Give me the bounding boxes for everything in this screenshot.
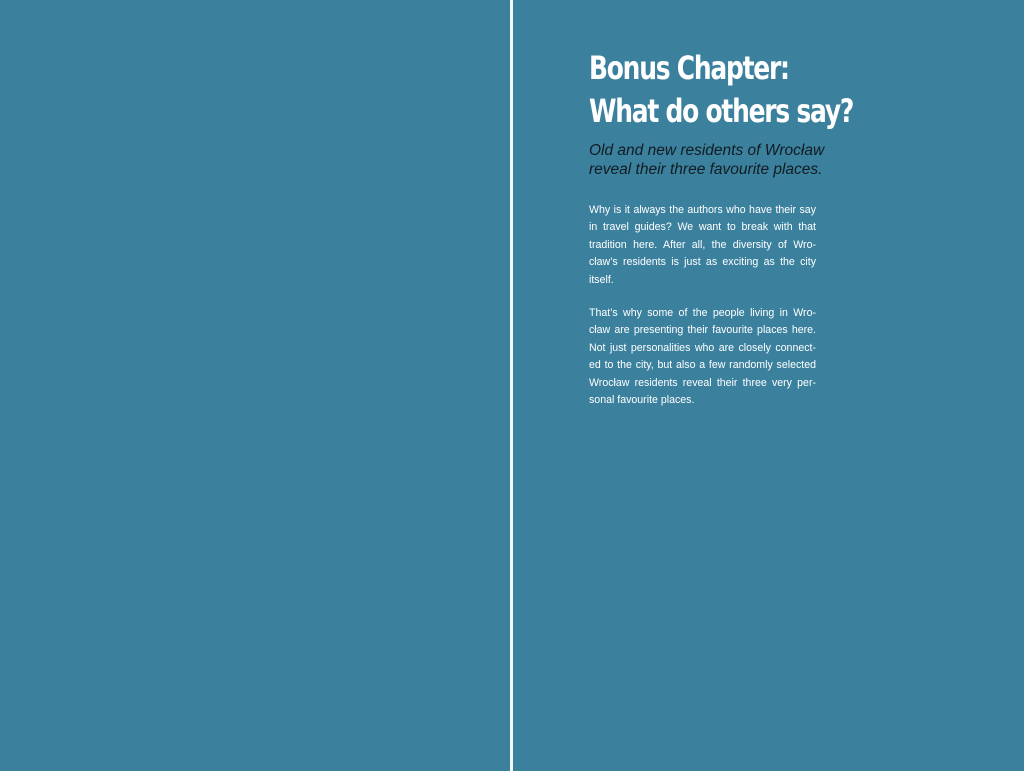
body-line: cław’s residents is just as exciting as the city: [589, 256, 816, 269]
body-line: in travel guides? We want to break with that: [589, 221, 816, 234]
body-line: That’s why some of the people living in Wro-: [589, 306, 816, 319]
body-line: Why is it always the authors who have their say: [589, 204, 816, 216]
subtitle-line: reveal their three favourite places.: [589, 161, 823, 178]
body-line: cław are presenting their favourite places here.: [589, 324, 816, 337]
body-line: itself.: [589, 273, 614, 286]
chapter-title-line: Bonus Chapter:: [589, 49, 789, 87]
body-line: sonal favourite places.: [589, 393, 695, 406]
chapter-body-text: [589, 202, 816, 425]
chapter-title: [589, 47, 901, 133]
chapter-title-line: What do others say?: [589, 92, 854, 130]
body-paragraph: [589, 202, 816, 289]
chapter-subtitle: [589, 141, 859, 179]
body-line: Wrocław residents reveal their three very per-: [589, 376, 816, 389]
body-line: ed to the city, but also a few randomly selected: [589, 359, 816, 372]
subtitle-line: Old and new residents of Wrocław: [589, 142, 825, 159]
left-page: [0, 0, 510, 771]
body-line: Not just personalities who are closely connect-: [589, 341, 816, 354]
body-line: tradition here. After all, the diversity of Wro-: [589, 238, 816, 251]
right-page: [513, 0, 1024, 771]
body-paragraph: [589, 305, 816, 409]
